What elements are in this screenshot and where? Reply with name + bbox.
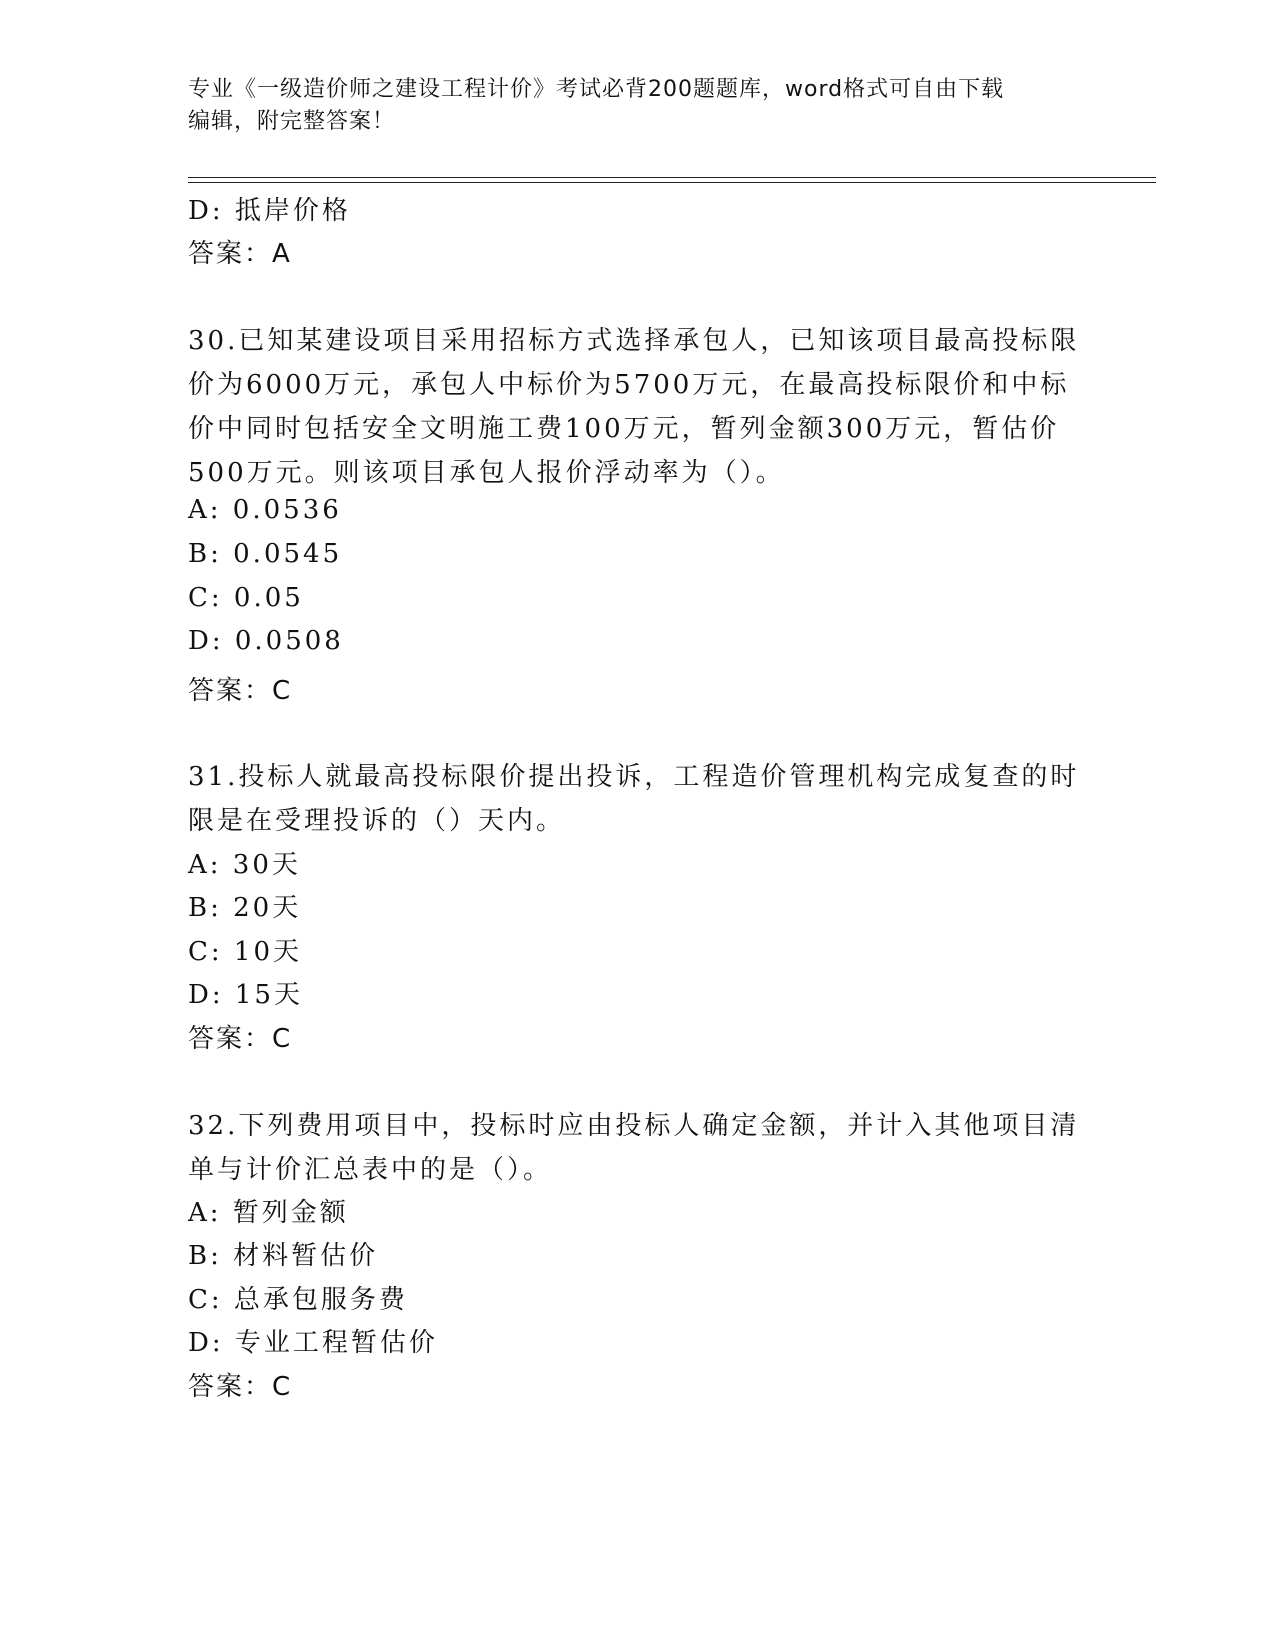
q31-text-line-1: 31.投标人就最高投标限价提出投诉，工程造价管理机构完成复查的时 <box>188 762 1080 792</box>
header-line-1: 专业《一级造价师之建设工程计价》考试必背200题题库，word格式可自由下载 <box>188 77 1005 102</box>
q30-text-line-2: 价为6000万元，承包人中标价为5700万元，在最高投标限价和中标 <box>188 370 1070 400</box>
q32-answer: 答案：C <box>188 1372 293 1402</box>
q31-option-a: A: 30天 <box>188 850 301 880</box>
q30-option-d: D: 0.0508 <box>188 626 344 656</box>
q32-text-line-1: 32.下列费用项目中，投标时应由投标人确定金额，并计入其他项目清 <box>188 1111 1080 1141</box>
header-line-2: 编辑，附完整答案！ <box>188 109 396 134</box>
q31-option-d: D: 15天 <box>188 980 303 1010</box>
q32-option-d: D: 专业工程暂估价 <box>188 1328 438 1358</box>
document-header <box>188 74 1068 138</box>
q31-answer: 答案：C <box>188 1024 293 1054</box>
q30-text-line-1: 30.已知某建设项目采用招标方式选择承包人，已知该项目最高投标限 <box>188 326 1080 356</box>
q32-text-line-2: 单与计价汇总表中的是（）。 <box>188 1155 553 1185</box>
q32-option-b: B: 材料暂估价 <box>188 1241 379 1271</box>
q30-option-c: C: 0.05 <box>188 583 304 613</box>
header-divider-top <box>188 177 1156 178</box>
q32-option-a: A: 暂列金额 <box>188 1198 349 1228</box>
q31-text-line-2: 限是在受理投诉的（）天内。 <box>188 806 566 836</box>
header-divider-bottom <box>188 182 1156 183</box>
q30-answer: 答案：C <box>188 676 293 706</box>
q31-option-c: C: 10天 <box>188 937 303 967</box>
q32-option-c: C: 总承包服务费 <box>188 1285 408 1315</box>
q30-option-a: A: 0.0536 <box>188 495 342 525</box>
q31-option-b: B: 20天 <box>188 893 302 923</box>
q30-option-b: B: 0.0545 <box>188 539 343 569</box>
q30-text-line-4: 500万元。则该项目承包人报价浮动率为（）。 <box>188 458 785 488</box>
prev-option-d: D: 抵岸价格 <box>188 196 351 226</box>
prev-answer: 答案：A <box>188 239 292 269</box>
q30-text-line-3: 价中同时包括安全文明施工费100万元，暂列金额300万元，暂估价 <box>188 414 1060 444</box>
